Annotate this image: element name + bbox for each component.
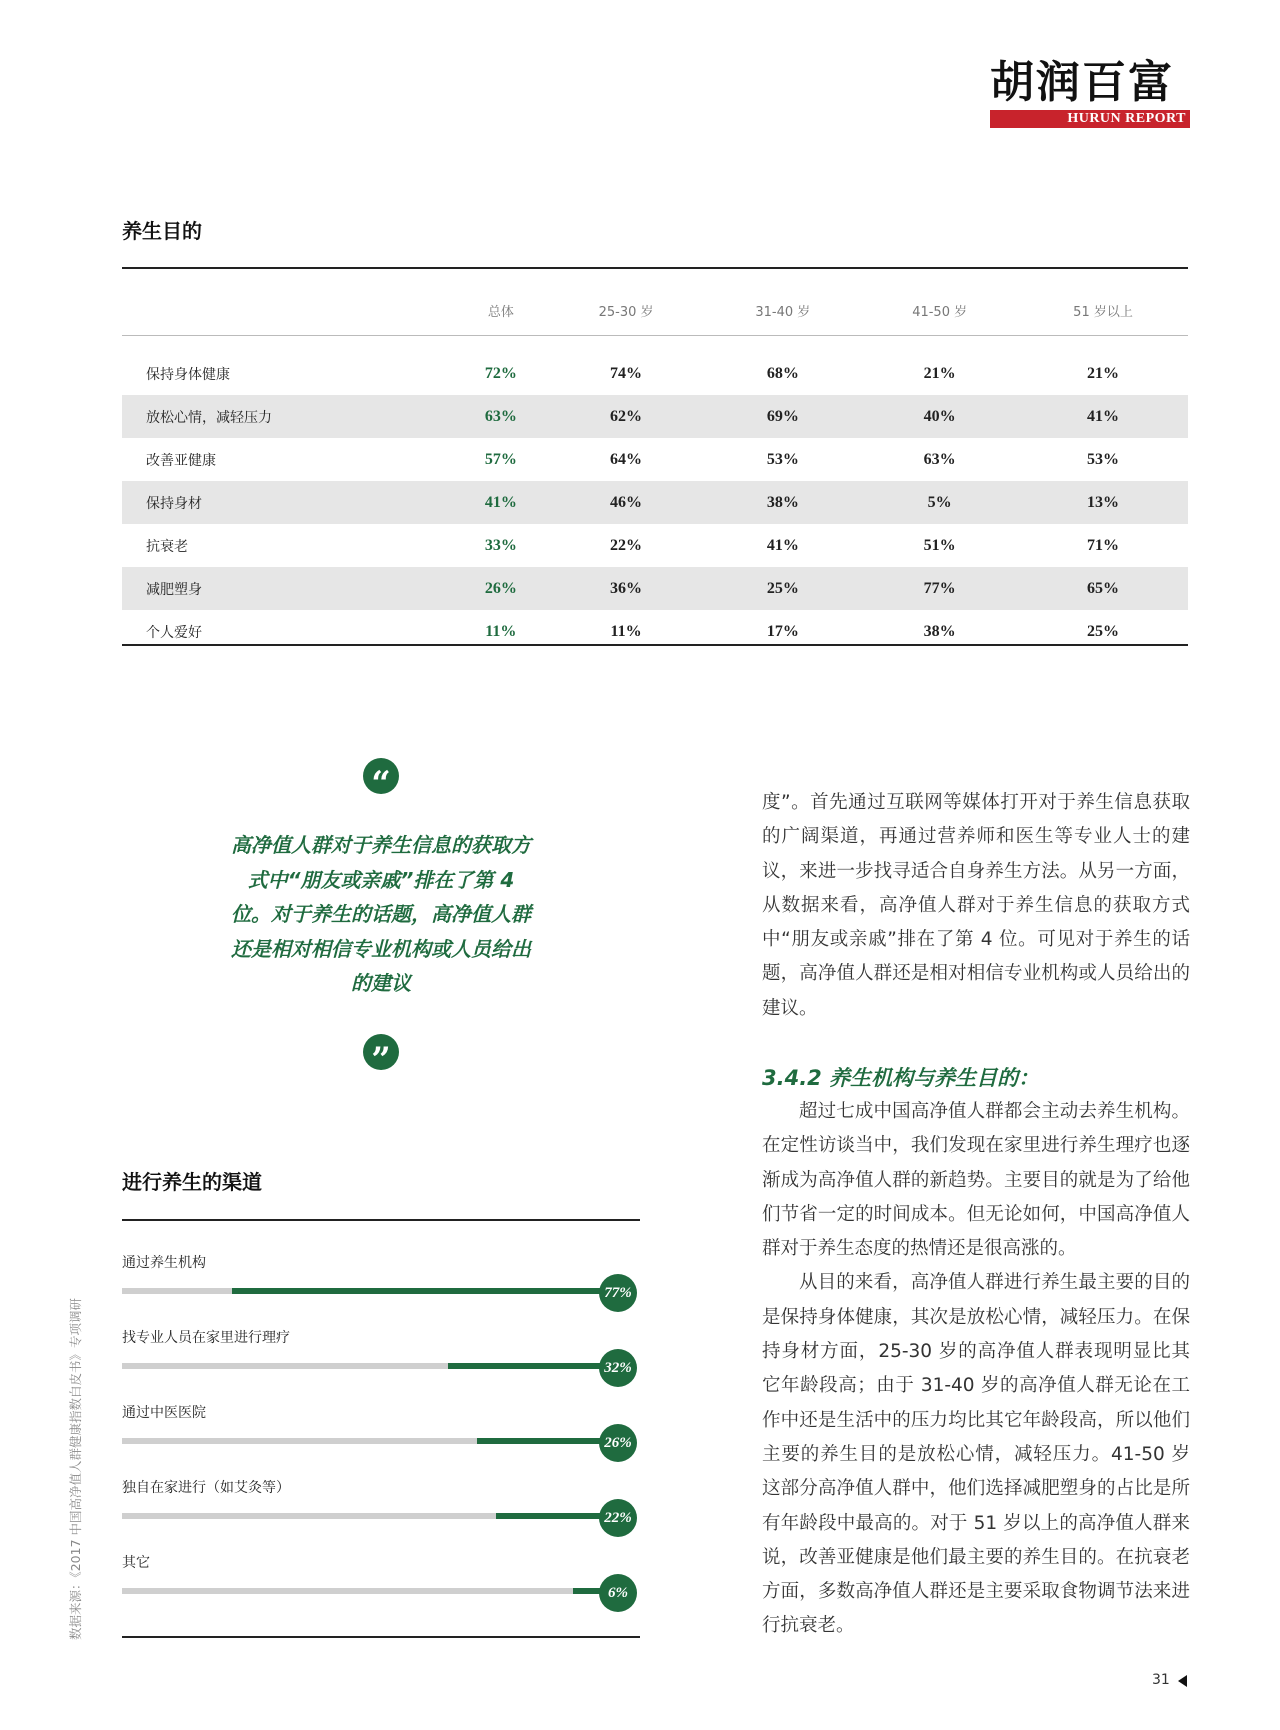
cell-total: 72% (484, 364, 517, 382)
channels-title: 进行养生的渠道 (122, 1170, 262, 1194)
channel-value-badge: 22% (599, 1499, 637, 1537)
source-note: 数据来源：《2017 中国高净值人群健康指数白皮书》专项调研 (68, 1297, 83, 1641)
paragraph-text: 度”。首先通过互联网等媒体打开对于养生信息获取的广阔渠道，再通过营养师和医生等专业人士的建议，来进一步找寻适合自身养生方法。从另一方面，从数据来看，高净值人群对于养生信息的获取方式中“朋友或亲戚”排在了第 4 位。可见对于养生的话题，高净值人群还是相对相信专业机构或人员给出的建议。 (762, 792, 1190, 1019)
cell: 46% (548, 481, 705, 524)
table-row (122, 567, 1188, 610)
logo-chinese: 胡润百富 (990, 57, 1174, 108)
cell-total: 33% (484, 536, 517, 554)
channel-value-badge: 26% (599, 1424, 637, 1462)
channel-bar-track (122, 1513, 602, 1519)
body-paragraphs-2-3 (762, 1095, 1190, 1644)
cell: 13% (1018, 481, 1188, 524)
cell: 11% (610, 622, 642, 640)
table-header-row (122, 285, 1188, 336)
body-paragraph-1 (762, 786, 1190, 1026)
column-header: 25-30 岁 (598, 304, 654, 320)
logo-english: HURUN REPORT (990, 110, 1190, 128)
paragraph-text: 从目的来看，高净值人群进行养生最主要的目的是保持身体健康，其次是放松心情，减轻压力。在保持身材方面，25-30 岁的高净值人群表现明显比其它年龄段高；由于 31-40 岁的高净值人群无论在工作中还是生活中的压力均比其它年龄段高，所以他们主要的养生目的是放松心情，减轻压力。41-50 岁这部分高净值人群中，他们选择减肥塑身的占比是所有年龄段中最高的。对于 51 岁以上的高净值人群来说，改善亚健康是他们最主要的养生目的。在抗衰老方面，多数高净值人群还是主要采取食物调节法来进行抗衰老。 (762, 1272, 1190, 1637)
header-blank (122, 285, 454, 336)
cell-total: 11% (485, 622, 517, 640)
page-number: 31 (1152, 1672, 1170, 1688)
channel-value-badge: 6% (599, 1574, 637, 1612)
channel-item (122, 1402, 637, 1451)
channel-value-badge: 77% (599, 1274, 637, 1312)
channel-bar-track (122, 1438, 602, 1444)
channel-bar-track (122, 1363, 602, 1369)
column-header: 总体 (487, 304, 514, 320)
channel-item (122, 1477, 637, 1526)
row-label: 改善亚健康 (146, 452, 216, 469)
cell: 71% (1087, 536, 1120, 554)
table-row (122, 524, 1188, 567)
open-quote-icon: “ (363, 758, 399, 794)
channel-item (122, 1252, 637, 1301)
subsection-heading: 3.4.2 养生机构与养生目的： (762, 1066, 1040, 1090)
cell: 64% (610, 450, 643, 468)
cell: 51% (923, 536, 956, 554)
channel-item (122, 1552, 637, 1601)
cell: 77% (861, 567, 1018, 610)
channel-item (122, 1327, 637, 1376)
cell-total: 57% (484, 450, 517, 468)
cell: 68% (766, 364, 799, 382)
hurun-logo (990, 58, 1190, 128)
cell: 69% (704, 395, 861, 438)
cell: 22% (610, 536, 643, 554)
cell: 38% (704, 481, 861, 524)
row-label: 减肥塑身 (122, 567, 454, 610)
cell: 41% (1018, 395, 1188, 438)
channel-label: 其它 (122, 1555, 150, 1571)
cell: 21% (923, 364, 956, 382)
purpose-table-title: 养生目的 (122, 219, 202, 243)
cell: 40% (861, 395, 1018, 438)
cell: 53% (1087, 450, 1120, 468)
cell: 21% (1087, 364, 1120, 382)
cell: 25% (704, 567, 861, 610)
channel-label: 通过养生机构 (122, 1255, 206, 1271)
table-row (122, 395, 1188, 438)
cell: 53% (766, 450, 799, 468)
cell: 63% (923, 450, 956, 468)
table-row (122, 438, 1188, 481)
column-header: 51 岁以上 (1073, 304, 1133, 320)
channels-top-rule (122, 1219, 640, 1221)
table-top-rule (122, 267, 1188, 269)
table-row (122, 352, 1188, 395)
row-label: 个人爱好 (146, 624, 202, 641)
channel-bar-track (122, 1288, 602, 1294)
channel-value-badge: 32% (599, 1349, 637, 1387)
column-header: 41-50 岁 (912, 304, 968, 320)
channel-bar-fill (477, 1438, 602, 1444)
cell: 65% (1018, 567, 1188, 610)
channel-label: 通过中医医院 (122, 1405, 206, 1421)
channel-bar-fill (448, 1363, 602, 1369)
close-quote-icon: ” (363, 1034, 399, 1070)
channel-label: 独自在家进行（如艾灸等） (122, 1480, 290, 1496)
cell: 5% (861, 481, 1018, 524)
row-label: 放松心情，减轻压力 (122, 395, 454, 438)
cell: 62% (548, 395, 705, 438)
channels-bottom-rule (122, 1636, 640, 1638)
cell: 38% (923, 622, 956, 640)
channel-bar-fill (573, 1588, 602, 1594)
pull-quote: 高净值人群对于养生信息的获取方式中“朋友或亲戚”排在了第 4 位。对于养生的话题，高净值人群还是相对相信专业机构或人员给出的建议 (231, 833, 531, 995)
cell: 17% (766, 622, 799, 640)
cell-total: 63% (454, 395, 548, 438)
channel-bar-fill (496, 1513, 602, 1519)
spacer (122, 336, 1188, 353)
cell: 41% (766, 536, 799, 554)
row-label: 保持身材 (122, 481, 454, 524)
row-label: 保持身体健康 (146, 366, 230, 383)
row-label: 抗衰老 (146, 538, 188, 555)
cell-total: 41% (454, 481, 548, 524)
channel-label: 找专业人员在家里进行理疗 (122, 1330, 290, 1346)
table-row (122, 481, 1188, 524)
table-bottom-rule (122, 644, 1188, 646)
cell: 74% (610, 364, 643, 382)
cell-total: 26% (454, 567, 548, 610)
paragraph-text: 超过七成中国高净值人群都会主动去养生机构。在定性访谈当中，我们发现在家里进行养生理疗也逐渐成为高净值人群的新趋势。主要目的就是为了给他们节省一定的时间成本。但无论如何，中国高净值人群对于养生态度的热情还是很高涨的。 (762, 1101, 1190, 1260)
column-header: 31-40 岁 (755, 304, 811, 320)
page-arrow-icon (1178, 1675, 1187, 1687)
cell: 36% (548, 567, 705, 610)
purpose-table (122, 285, 1188, 653)
channel-bar-fill (232, 1288, 602, 1294)
table-row (122, 610, 1188, 653)
channel-bar-track (122, 1588, 602, 1594)
cell: 25% (1087, 622, 1120, 640)
